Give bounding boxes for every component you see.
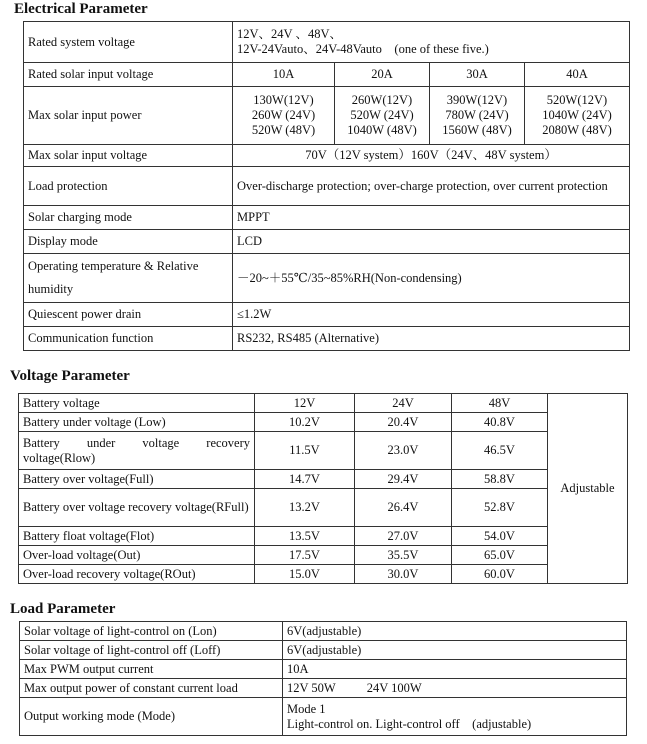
value-12v: 17.5V	[255, 546, 355, 565]
table-row	[19, 565, 628, 584]
table-row	[24, 145, 630, 167]
table-row	[20, 679, 627, 698]
power-20a	[335, 87, 430, 145]
power-30a	[430, 87, 525, 145]
operating-temperature-value: －20~＋55℃/35~85%RH(Non-condensing)	[233, 254, 630, 303]
table-row	[24, 22, 630, 63]
value-line: 12V、24V 、48V、	[237, 27, 342, 41]
row-label: Communication function	[24, 327, 233, 351]
table-row	[19, 413, 628, 432]
value-24v: 23.0V	[355, 432, 452, 470]
table-row	[19, 432, 628, 470]
value-line: 390W(12V)	[446, 93, 508, 107]
row-label: Max output power of constant current load	[20, 679, 283, 698]
table-row	[24, 327, 630, 351]
row-label: Battery float voltage(Flot)	[19, 527, 255, 546]
load-parameter-table	[19, 621, 627, 736]
value-24v: 27.0V	[355, 527, 452, 546]
row-label: Rated solar input voltage	[24, 63, 233, 87]
row-value: 6V(adjustable)	[283, 622, 627, 641]
value-line: 780W (24V)	[445, 108, 509, 122]
row-label: Over-load voltage(Out)	[19, 546, 255, 565]
row-label: Rated system voltage	[24, 22, 233, 63]
value-line: 520W(12V)	[546, 93, 608, 107]
table-row	[20, 622, 627, 641]
value-48v: 65.0V	[452, 546, 548, 565]
value-48v: 60.0V	[452, 565, 548, 584]
row-label: Max solar input power	[24, 87, 233, 145]
value-12v: 11.5V	[255, 432, 355, 470]
table-row	[20, 660, 627, 679]
voltage-parameter-table	[18, 393, 628, 584]
row-label: Battery under voltage recovery voltage(Rlow)	[19, 432, 255, 470]
quiescent-power-drain-value: ≤1.2W	[233, 303, 630, 327]
value-12v: 10.2V	[255, 413, 355, 432]
table-row	[24, 230, 630, 254]
rating-30a: 30A	[430, 63, 525, 87]
value-line: Light-control on. Light-control off (adjustable)	[287, 716, 532, 731]
value-48v: 40.8V	[452, 413, 548, 432]
value-24v: 35.5V	[355, 546, 452, 565]
table-row	[20, 698, 627, 736]
max-solar-input-voltage-value: 70V（12V system）160V（24V、48V system）	[233, 145, 630, 167]
value-24v: 29.4V	[355, 470, 452, 489]
value-48v: 54.0V	[452, 527, 548, 546]
row-label: Battery over voltage(Full)	[19, 470, 255, 489]
value-24v: 26.4V	[355, 489, 452, 527]
row-label: Over-load recovery voltage(ROut)	[19, 565, 255, 584]
table-row	[24, 254, 630, 303]
value-12v: 13.5V	[255, 527, 355, 546]
row-label: Max PWM output current	[20, 660, 283, 679]
electrical-section-title: Electrical Parameter	[14, 1, 148, 17]
value-48v: 58.8V	[452, 470, 548, 489]
load-section-title: Load Parameter	[10, 601, 116, 617]
value-24v: 30.0V	[355, 565, 452, 584]
row-label: Display mode	[24, 230, 233, 254]
electrical-parameter-table	[23, 21, 630, 351]
row-label: Solar charging mode	[24, 206, 233, 230]
value-24v: 20.4V	[355, 413, 452, 432]
row-label: Operating temperature & Relative humidity	[24, 254, 233, 303]
voltage-section-title: Voltage Parameter	[10, 368, 130, 384]
table-row	[19, 527, 628, 546]
row-label: Load protection	[24, 167, 233, 206]
value-48v: 46.5V	[452, 432, 548, 470]
table-row	[24, 87, 630, 145]
header-48v: 48V	[452, 394, 548, 413]
table-row	[24, 167, 630, 206]
rating-10a: 10A	[233, 63, 335, 87]
value-line: 1040W (24V)	[542, 108, 612, 122]
row-label: Max solar input voltage	[24, 145, 233, 167]
table-row	[20, 641, 627, 660]
value-line: 520W (24V)	[350, 108, 414, 122]
value-line: 520W (48V)	[251, 123, 316, 137]
table-row	[19, 470, 628, 489]
rating-40a: 40A	[525, 63, 630, 87]
rating-20a: 20A	[335, 63, 430, 87]
row-label: Output working mode (Mode)	[20, 698, 283, 736]
load-protection-value: Over-discharge protection; over-charge protection, over current protection	[233, 167, 630, 206]
row-label: Quiescent power drain	[24, 303, 233, 327]
table-row	[19, 546, 628, 565]
header-12v: 12V	[255, 394, 355, 413]
power-10a	[233, 87, 335, 145]
table-row	[24, 303, 630, 327]
value-line: 12V-24Vauto、24V-48Vauto (one of these five.)	[237, 42, 489, 56]
row-label: Battery under voltage (Low)	[19, 413, 255, 432]
value-12v: 15.0V	[255, 565, 355, 584]
value-12v: 14.7V	[255, 470, 355, 489]
table-row	[24, 63, 630, 87]
value-line: 130W(12V)	[253, 93, 314, 107]
value-12v: 13.2V	[255, 489, 355, 527]
row-value: 6V(adjustable)	[283, 641, 627, 660]
communication-function-value: RS232, RS485 (Alternative)	[233, 327, 630, 351]
adjustable-note: Adjustable	[548, 394, 628, 584]
display-mode-value: LCD	[233, 230, 630, 254]
value-48v: 52.8V	[452, 489, 548, 527]
table-row	[19, 394, 628, 413]
row-value: 12V 50W 24V 100W	[283, 679, 627, 698]
header-24v: 24V	[355, 394, 452, 413]
power-40a	[525, 87, 630, 145]
header-label: Battery voltage	[19, 394, 255, 413]
solar-charging-mode-value: MPPT	[233, 206, 630, 230]
value-line: 260W(12V)	[351, 93, 413, 107]
table-row	[19, 489, 628, 527]
value-line: 1560W (48V)	[442, 123, 512, 137]
row-label: Battery over voltage recovery voltage(RFull)	[19, 489, 255, 527]
row-value: 10A	[283, 660, 627, 679]
value-line: 1040W (48V)	[347, 123, 417, 137]
value-line: Mode 1	[287, 701, 326, 716]
value-line: 2080W (48V)	[542, 123, 612, 137]
row-label: Solar voltage of light-control off (Loff)	[20, 641, 283, 660]
mode-value	[283, 698, 627, 736]
row-label: Solar voltage of light-control on (Lon)	[20, 622, 283, 641]
rated-system-voltage-value	[233, 22, 630, 63]
table-row	[24, 206, 630, 230]
value-line: 260W (24V)	[251, 108, 316, 122]
